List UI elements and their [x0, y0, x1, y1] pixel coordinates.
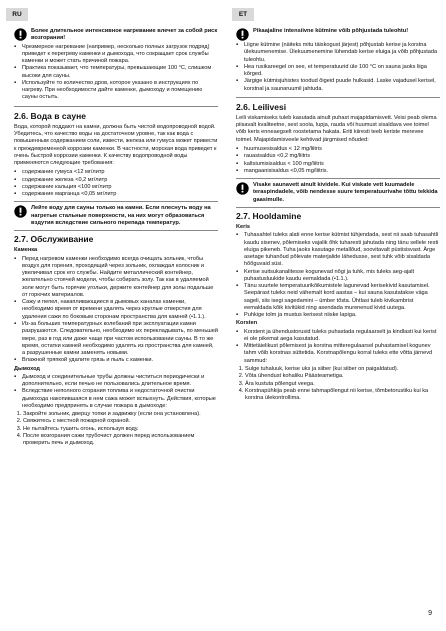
list-item: ▪ Чрезмерное нагревание (например, несколько полных загрузок подряд) приведет к перегреву каменки и дымохода, что сокращает срок службы каменки и может стать причиной пожара.: [22, 44, 218, 66]
warning-text: Pikaajaline intensiivne kütmine võib põhjustada tuleohtu!: [253, 28, 409, 34]
stove-maintenance-list: [14, 256, 218, 365]
step-item: 4. Korstnapühkija peab enne tahmapõlengut nii kerise, tõmbetorustiku kui ka korstna ülekontrollima.: [245, 388, 440, 403]
list-item: ▪ Практика показывает, что температуры, превышающие 100 °C, слишком высоки для сауны.: [22, 65, 218, 80]
step-item: 2. Võta ühendust kohaliku Päästeametiga.: [245, 373, 440, 380]
paragraph-water: Leili viskamiseks tuleb kasutada ainult puhast majapidamisvett. Veisi peab olema piisavalt kvaliteetne, sest soola, lupja, rauda või huumust sisaldava vee toimel võib keris enneaegselt roostetama hakata. Eriti kiiresti teeb keriste merevee toimel. Majapidamisveele kehtivad järgmised nõuded:: [236, 114, 437, 143]
chimney-fire-steps: [14, 411, 218, 447]
chimney-list: [14, 374, 218, 410]
list-item: ▪ Mittetäielikust põlemisest ja korstna mitteregulaarsel puhastamisel kogunev tahm võib korstnas süttetida. Korstnapõlengu korral tuleks ette võtta järnevd sammud:: [244, 343, 440, 365]
language-tab-et: ET: [232, 8, 254, 21]
warning-water: [236, 178, 440, 208]
warning-fire-risk: [14, 28, 218, 43]
divider: [14, 106, 218, 107]
list-item: ▪ Дымоход и соединительные трубы должны чиститься периодически и дополнительно, если печью не пользовались длительное время.: [22, 374, 218, 389]
list-item: ▪ содержание гумуса <12 мг/литр: [22, 169, 218, 176]
list-item: ▪ Järgige kütmisjuhistes toodud õigeid puude hulkasid. Laske vajadusel kerisel, korstnal ja saunaruumil jahtuda.: [244, 78, 440, 93]
list-item: ▪ Puhkige tolm ja mustus kerisest niiske lapiga.: [244, 312, 440, 319]
list-item: ▪ Tänu suurtele temperatuurikõikumistele lagunevad kerisekivid kasutamisel. Seepärast tuleks neid vähemalt kord aastas – kui sauna kasutatakse väga sageli, siis isegi sagedamini – ümber tõsta. Ühtlasi tuleb kivikambrist eemaldada kõik kivitükid ning asendada murenenud kivid uutega.: [244, 283, 440, 312]
overheat-list: [14, 44, 218, 102]
list-item: ▪ Влажной тряпкой удалите грязь и пыль с каменки.: [22, 357, 218, 364]
subheading-stove: Каменка: [14, 247, 38, 254]
subheading-stove: Keris: [236, 223, 250, 230]
section-heading-2-7: 2.7. Hooldamine: [236, 210, 302, 221]
step-item: 4. После возгорания сажи трубочист должен перед использованием проверить печь и дымоход.: [23, 433, 218, 448]
paragraph-water: Вода, которой поддают на камни, должна быть чистой водопроводной водой. Убедитесь, что качество воды на достаточном уровне, так как вода с повышенным содержанием соли, извести, железа или гумуса может привести к преждевременной коррозии каменки. В частности, морская вода приведет к очень быстрой коррозии каменки. К качеству водопроводной воды применяются следующие требования:: [14, 123, 218, 167]
divider: [236, 97, 440, 98]
list-item: ▪ Korstent ja ühendustorusid tuleks puhastada regulaarselt ja kindlasti kui kerist ei ole pikemat aega kasutatud.: [244, 329, 440, 344]
stove-maintenance-list: [236, 232, 440, 319]
warning-fire-risk: [236, 28, 440, 41]
list-item: ▪ содержание железа <0,2 мг/литр: [22, 177, 218, 184]
list-item: ▪ Сажу и пепел, накапливающиеся в дымовых каналах каменки, необходимо время от времени удалять через круглые отверстия для удаления сажи по боковым сторонам пространства для камней (•1.1.).: [22, 299, 218, 321]
list-item: ▪ Перед нагревом каменки необходимо всегда очищать зольник, чтобы воздух для горения, проходящий через зольник, охлаждал колосник и увеличивал срок его службы. Найдите металлический контейнер, желательно стоячей модели, чтобы собирать золу. Так как в удаляемой золе могут быть горячие угольки, держите контейнер для золы подальше от горючих материалов.: [22, 256, 218, 300]
step-item: 1. Закройте зольник, дверцу топки и задвижку (если она установлена).: [23, 411, 218, 418]
section-heading-2-7: 2.7. Обслуживание: [14, 234, 94, 245]
chimney-list: [236, 329, 440, 365]
step-item: 3. Не пытайтесь тушить огонь, используя воду.: [23, 426, 218, 433]
list-item: ▪ Используйте то количество дров, которое указано в инструкциях по нагреву. При необходимости дайте каменке, дымоходу и помещению сауны остыть.: [22, 80, 218, 102]
overheat-list: [236, 42, 440, 93]
section-heading-2-6: 2.6. Вода в сауне: [14, 110, 86, 121]
list-item: ▪ содержание кальция <100 мг/литр: [22, 184, 218, 191]
warning-text: Более длительное интенсивное нагревание влечет за собой риск возгорания!: [31, 28, 218, 42]
list-item: ▪ mangaanisisaldus <0,05 mg/liitris.: [244, 168, 440, 175]
list-item: ▪ rauasisaldus <0,2 mg/liitris: [244, 153, 440, 160]
warning-water: [14, 201, 218, 231]
column-et: [236, 28, 440, 402]
water-requirements-list: [14, 169, 218, 198]
water-requirements-list: [236, 146, 440, 175]
page-number: 9: [428, 610, 432, 617]
list-item: ▪ Hea rusikareegel on see, et temperatuurid üle 100 °C on sauna jaoks liiga kõrged.: [244, 64, 440, 79]
warning-icon: [14, 205, 27, 218]
warning-text: Лейте воду для сауны только на камни. Если плеснуть воду на нагретые стальные поверхности, на них могут образоваться вздутия вследствие сильного перепада температур.: [31, 205, 211, 227]
list-item: ▪ Вследствие неполного сгорания топлива и недостаточной очистки дымохода накопившаяся в нем сажа может вспыхнуть. Действия, которые необходимо предпринять в случае пожара в дымоходе:: [22, 388, 218, 410]
list-item: ▪ kaltsiumisisaldus < 100 mg/liitris: [244, 161, 440, 168]
list-item: ▪ Kerise suitsukanalitesse kogunevad nõgi ja tuhk, mis tuleks aeg-ajalt puhastusluukide kaudu eemaldada (•1.1.).: [244, 269, 440, 284]
column-ru: [14, 28, 218, 448]
warning-icon: [236, 182, 249, 195]
chimney-fire-steps: [236, 366, 440, 402]
step-item: 1. Sulge tuhaluuk, kerise uks ja siiber (kui siiber on paigaldatud).: [245, 366, 440, 373]
list-item: ▪ Tuhasahtel tuleks alati enne kerise kütmist tühjendada, sest nii saab tuhasahtli kaudu sisenev, põlemiseks vajalik õhk tuharesti jahutada ning tänu sellele resti eluiga pikeneb. Tuha jaoks kasutage metallõud, soovitavalt püstisisvast. Ärge asetage tuhanõud põlevate materjalide lähedusse, sest tuhk võib sisaldada hõõguvaid süsi.: [244, 232, 440, 268]
subheading-chimney: Дымоход: [14, 365, 40, 372]
section-heading-2-6: 2.6. Leilivesi: [236, 101, 287, 112]
step-item: 3. Ära kustuta põlengut veega.: [245, 381, 440, 388]
warning-icon: [14, 28, 27, 41]
warning-text: Visake saunavett ainult kividele. Kui viskate vett kuumadele teraspindadele, võib nendesse suure temperatuurivahe tõttu tekkida gaasimulle.: [253, 182, 438, 203]
list-item: ▪ содержание марганца <0,05 мг/литр: [22, 191, 218, 198]
warning-icon: [236, 28, 249, 41]
list-item: ▪ huumusesisaldus < 12 mg/liitris: [244, 146, 440, 153]
step-item: 2. Свяжитесь с местной пожарной охраной.: [23, 418, 218, 425]
list-item: ▪ Из-за больших температурных колебаний при эксплуатации камни разрушаются. Следовательно, необходимо их перекладывать, по меньшей мере, раз в год или даже чаще при частом использовании сауны. В то же время, остатки камней необходимо удалять из пространства для камней, а разрушенные камни заменять новыми.: [22, 321, 218, 357]
subheading-chimney: Korsten: [236, 320, 258, 327]
language-tab-ru: RU: [6, 8, 28, 21]
list-item: ▪ Liigne kütmine (näiteks mitu täiskogust järjest) põhjustab kerise ja korstna ülekuumenemise. Ülekuumenemine lühendab kerise eluiga ja võib põhjustada tuleohtu.: [244, 42, 440, 64]
